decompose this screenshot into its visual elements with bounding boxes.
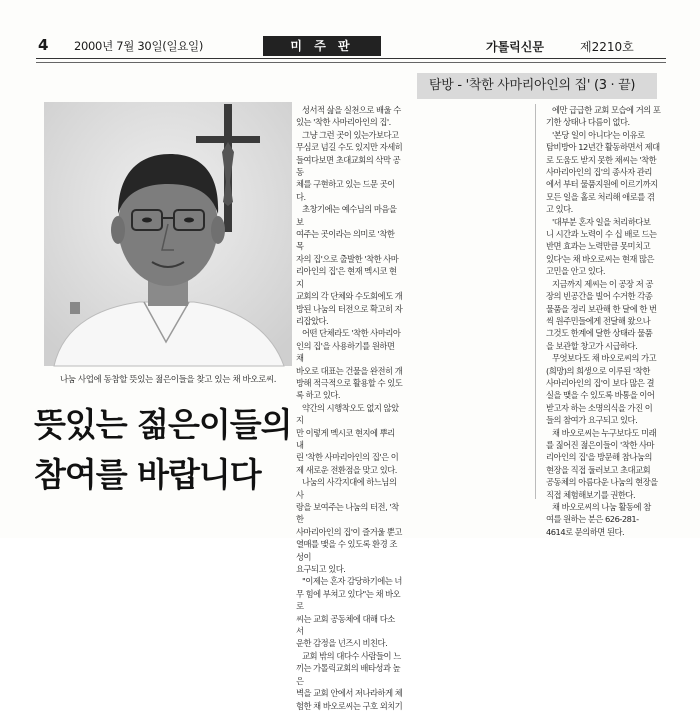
portrait-photo (44, 102, 292, 366)
paragraph: 나눔의 사각지대에 하느님의 사 랑을 보여주는 나눔의 터전, '착한 사마리아인의 집'이 즐거울 뿐고 열매를 맺을 수 있도록 환경 조성이 요구되고 있다. (296, 477, 402, 575)
article-column-2 (546, 104, 662, 538)
paper-name: 가톨릭신문 (486, 40, 544, 54)
headline-line-2: 참여를 바랍니다 (34, 455, 261, 494)
paragraph: "이제는 혼자 감당하기에는 너 무 힘에 부쳐고 있다"는 채 바오로 씨는 교회 공동체에 대해 다소 서 운한 감정을 넌즈시 비친다. (296, 576, 402, 649)
issue-number: 제2210호 (580, 40, 634, 54)
paragraph: 지금까지 제씨는 이 공장 저 공 장의 빈공간을 빌어 수거한 각종 물품을 정리 보관해 한 달에 한 번 씩 원주민들에게 전달해 왔으나 그것도 한계에 달한 상태라 물품 을 보관할 창고가 시급하다. (546, 278, 657, 351)
paragraph: 초창기에는 예수님의 마음을 보 여주는 곳이라는 의미로 '착한 목 자의 집'으로 출발한 '착한 사마 리아인의 집'은 현재 멕시코 현지 교회의 각 단체와 수도회에도 개 방된 나눔의 터전으로 확고히 자 리잡았다. (296, 204, 403, 326)
header-rule (36, 58, 666, 59)
headline (34, 400, 292, 500)
section-label: 미 주 판 (263, 36, 381, 56)
article-column-1 (296, 104, 404, 712)
paragraph: 채 바오로씨는 누구보다도 미래 를 짊어진 젊은이들이 '착한 사마 리아인의 집'을 방문해 참나눔의 현장을 직접 둘러보고 초대교회 공동체의 아름다운 나눔의 현장을 직접 체험해보기를 권한다. (546, 427, 658, 500)
page-number: 4 (38, 36, 49, 54)
paragraph: 채 바오로씨의 나눔 활동에 참 여를 원하는 분은 626-281- 4614로 문의하면 된다. (546, 502, 651, 537)
paragraph: 어떤 단체라도 '착한 사마리아 인의 집'을 사용하기를 원하면 채 바오로 대표는 건물을 완전히 개 방해 적극적으로 활용할 수 있도 록 하고 있다. (296, 328, 403, 401)
headline-line-1: 뜻있는 젊은이들의 (34, 405, 292, 444)
paragraph: 그냥 그런 곳이 있는가보다고 무심코 넘길 수도 있지만 자세히 들여다보면 초대교회의 삭막 공동 체를 구현하고 있는 드문 곳이다. (296, 129, 403, 202)
paragraph: 에만 급급한 교회 모습에 거의 포 기한 상태나 다름이 없다. (546, 105, 661, 128)
paragraph: 성서적 삶을 실천으로 배울 수 있는 '착한 사마리아인의 집'. (296, 105, 401, 128)
issue-date: 2000년 7월 30일(일요일) (74, 39, 204, 53)
paragraph: '대부분 혼자 일을 처리하다보 니 시간과 노력이 수 십 배로 드는 반면 효과는 노력만큼 못미치고 있다'는 채 바오로씨는 현재 많은 고민을 안고 있다. (546, 216, 657, 277)
paragraph: 약간의 시행착오도 없지 않았지 만 이렇게 멕시코 현지에 뿌리 내 린 '착한 사마리아인의 집'은 이 제 새로운 전환점을 맞고 있다. (296, 402, 399, 475)
column-divider (535, 104, 536, 499)
paragraph: '본당 일이 아니다'는 이유로 탐비방아 12년간 활동하면서 제대 로 도움도 받지 못한 채씨는 '착한 사마리아인의 집'의 종사자 관리 에서 부터 물품지원에 이르기까지 모든 일을 홀로 처리해 애로를 겪 고 있다. (546, 129, 660, 215)
series-title: 탐방 - '착한 사마리아인의 집' (3 · 끝) (417, 73, 657, 99)
paragraph: 교회 밖의 대다수 사람들이 느 끼는 가톨릭교회의 배타성과 높은 벽을 교회 안에서 저나라하게 체 험한 채 바오로씨는 구호 외치기 (296, 650, 403, 711)
header-rule-thin (36, 62, 666, 63)
paragraph: 무엇보다도 채 바오로씨의 가고 (희망)의 희생으로 이루된 '착한 사마리아인의 집'이 보다 많은 결 실을 맺을 수 있도록 바통을 이어 받고자 하는 소명의식을 가진 이 들의 참여가 요구되고 있다. (546, 353, 657, 426)
photo-caption: 나눔 사업에 동참할 뜻있는 젊은이들을 찾고 있는 채 바오로씨. (60, 375, 276, 385)
